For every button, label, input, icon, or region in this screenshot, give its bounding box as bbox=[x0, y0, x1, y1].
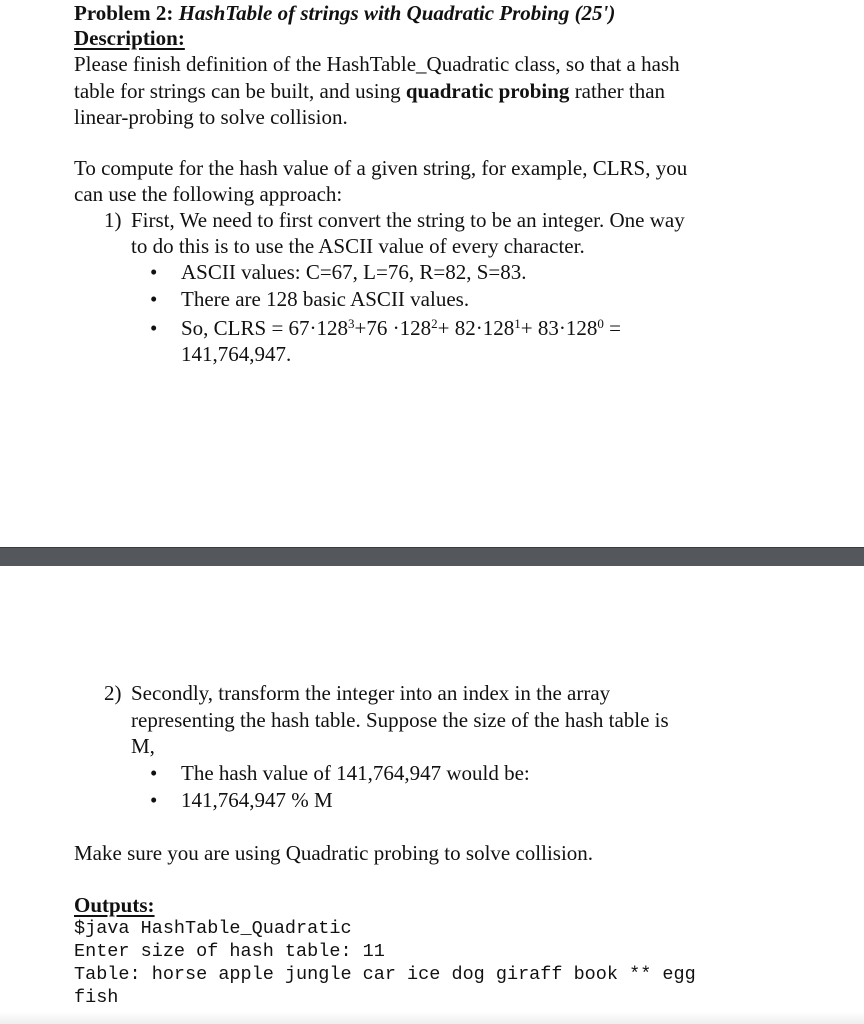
step1-line: First, We need to first convert the string to be an integer. One way bbox=[131, 208, 685, 232]
step2-number: 2) bbox=[104, 681, 122, 705]
clrs-result: 141,764,947. bbox=[181, 342, 292, 366]
bullet-icon: • bbox=[150, 788, 158, 812]
hash-intro-line: can use the following approach: bbox=[74, 182, 343, 206]
step1-bullet: There are 128 basic ASCII values. bbox=[181, 287, 470, 311]
step1-bullet: ASCII values: C=67, L=76, R=82, S=83. bbox=[181, 260, 527, 284]
problem-title: Problem 2: HashTable of strings with Quadratic Probing (25') bbox=[74, 1, 616, 25]
quadratic-probing-emphasis: quadratic probing bbox=[405, 79, 570, 103]
output-line: fish bbox=[74, 987, 119, 1008]
document-page-bottom bbox=[0, 566, 864, 1024]
description-line: linear-probing to solve collision. bbox=[74, 105, 348, 129]
step1-number: 1) bbox=[104, 208, 122, 232]
step2-line: M, bbox=[131, 734, 155, 758]
description-heading: Description: bbox=[74, 26, 185, 50]
step2-bullet: 141,764,947 % M bbox=[181, 788, 333, 812]
description-line: table for strings can be built, and using quadratic probing rather than bbox=[74, 79, 666, 103]
output-line: $java HashTable_Quadratic bbox=[74, 918, 352, 939]
page-bottom-edge bbox=[0, 1012, 864, 1024]
step1-line: to do this is to use the ASCII value of every character. bbox=[131, 234, 585, 258]
bullet-icon: • bbox=[150, 287, 158, 311]
output-line: Enter size of hash table: 11 bbox=[74, 941, 385, 962]
problem-title-italic: HashTable of strings with Quadratic Probing (25') bbox=[178, 1, 616, 25]
clrs-formula: So, CLRS = $67\cdot 128^3+76 \cdot 128^2+ 82\cdot 128^1+ 83\cdot 128^0$ = bbox=[181, 316, 621, 340]
page-divider bbox=[0, 548, 864, 566]
output-line: Table: horse apple jungle car ice dog giraff book ** egg bbox=[74, 964, 696, 985]
bullet-icon: • bbox=[150, 316, 158, 340]
bullet-icon: • bbox=[150, 761, 158, 785]
closing-note: Make sure you are using Quadratic probing to solve collision. bbox=[74, 841, 594, 865]
bullet-icon: • bbox=[150, 260, 158, 284]
outputs-heading: Outputs: bbox=[74, 893, 155, 917]
description-line: Please finish definition of the HashTable_Quadratic class, so that a hash bbox=[74, 52, 680, 76]
step2-line: representing the hash table. Suppose the size of the hash table is bbox=[131, 708, 669, 732]
step2-line: Secondly, transform the integer into an index in the array bbox=[131, 681, 611, 705]
step2-bullet: The hash value of 141,764,947 would be: bbox=[181, 761, 530, 785]
hash-intro-line: To compute for the hash value of a given string, for example, CLRS, you bbox=[74, 156, 688, 180]
